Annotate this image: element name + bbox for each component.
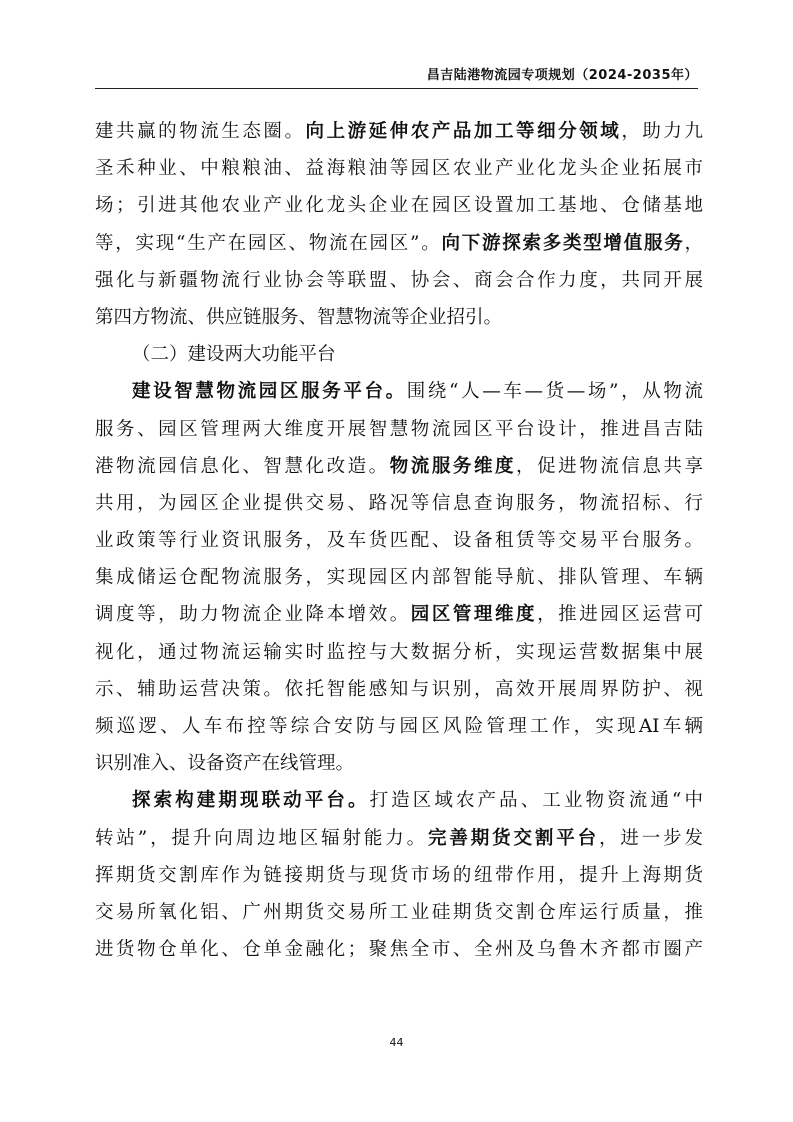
text-line: 业政策等行业资讯服务，及车货匹配、设备租赁等交易平台服务。 [95, 530, 703, 552]
text-line: 集成储运仓配物流服务，实现园区内部智能导航、排队管理、车辆 [95, 567, 703, 589]
text-run: 围绕“人—车—货—场”，从物流 [406, 381, 703, 403]
bold-phrase: 向上游延伸农产品加工等细分领域 [305, 121, 622, 142]
text-run: ，进一步发 [598, 827, 703, 849]
text-line [95, 596, 703, 633]
text-line: 进货物仓单化、仓单金融化；聚焦全市、全州及乌鲁木齐都市圈产 [95, 939, 703, 961]
text-run: 打造区域农产品、工业物资流通“中 [369, 790, 703, 812]
running-header [95, 64, 698, 89]
text-line: 强化与新疆物流行业协会等联盟、协会、商会合作力度，共同开展 [95, 269, 703, 291]
bold-phrase: 园区管理维度 [410, 604, 538, 626]
text-line [95, 820, 703, 857]
text-line: 共用，为园区企业提供交易、路况等信息查询服务，物流招标、行 [95, 492, 703, 514]
paragraph-smart-platform [95, 373, 703, 782]
text-line [95, 225, 703, 262]
bold-phrase: 向下游探索多类型增值服务 [441, 232, 685, 254]
text-line: 服务、园区管理两大维度开展智慧物流园区平台设计，推进昌吉陆 [95, 418, 703, 440]
bold-phrase: 探索构建期现联动平台。 [132, 790, 370, 812]
header-title: 昌吉陆港物流园专项规划（2024-2035年） [426, 68, 698, 83]
text-line: 视化，通过物流运输实时监控与大数据分析，实现运营数据集中展 [95, 641, 703, 663]
text-run: 转站”，提升向周边地区辐射能力。 [95, 827, 428, 849]
text-line: 挥期货交割库作为链接期货与现货市场的纽带作用，提升上海期货 [95, 864, 703, 886]
text-line [95, 113, 703, 150]
text-run: 港物流园信息化、智慧化改造。 [95, 455, 390, 477]
text-line: 示、辅助运营决策。依托智能感知与识别，高效开展周界防护、视 [95, 678, 703, 700]
text-run: ， [684, 232, 703, 254]
text-run: 等，实现“生产在园区、物流在园区”。 [95, 232, 442, 254]
bold-phrase: 物流服务维度 [389, 455, 517, 477]
text-run: 调度等，助力物流企业降本增效。 [95, 604, 411, 626]
text-line: 频巡逻、人车布控等综合安防与园区风险管理工作，实现AI车辆 [95, 716, 703, 737]
page-number: 44 [389, 1036, 404, 1049]
text-line [95, 373, 703, 410]
text-run: 建共赢的物流生态圈。 [95, 121, 306, 142]
text-line: 交易所氧化铝、广州期货交易所工业硅期货交割仓库运行质量，推 [95, 901, 703, 923]
section-heading: （二）建设两大功能平台 [132, 344, 336, 366]
text-line: 圣禾种业、中粮粮油、益海粮油等园区农业产业化龙头企业拓展市 [95, 158, 703, 180]
text-line [95, 782, 703, 819]
text-run: ，推进园区运营可 [537, 604, 703, 626]
text-line: 场；引进其他农业产业化龙头企业在园区设置加工基地、仓储基地 [95, 195, 703, 217]
paragraph-ecosystem [95, 113, 703, 336]
text-run: ，促进物流信息共享 [516, 455, 703, 477]
bold-phrase: 完善期货交割平台 [427, 827, 599, 849]
text-line: 识别准入、设备资产在线管理。 [95, 753, 355, 775]
paragraph-futures-platform [95, 782, 703, 968]
text-line [95, 448, 703, 485]
bold-phrase: 建设智慧物流园区服务平台。 [132, 381, 407, 403]
page-body [95, 113, 703, 968]
text-run: ，助力九 [621, 121, 703, 142]
text-line: 第四方物流、供应链服务、智慧物流等企业招引。 [95, 306, 503, 328]
